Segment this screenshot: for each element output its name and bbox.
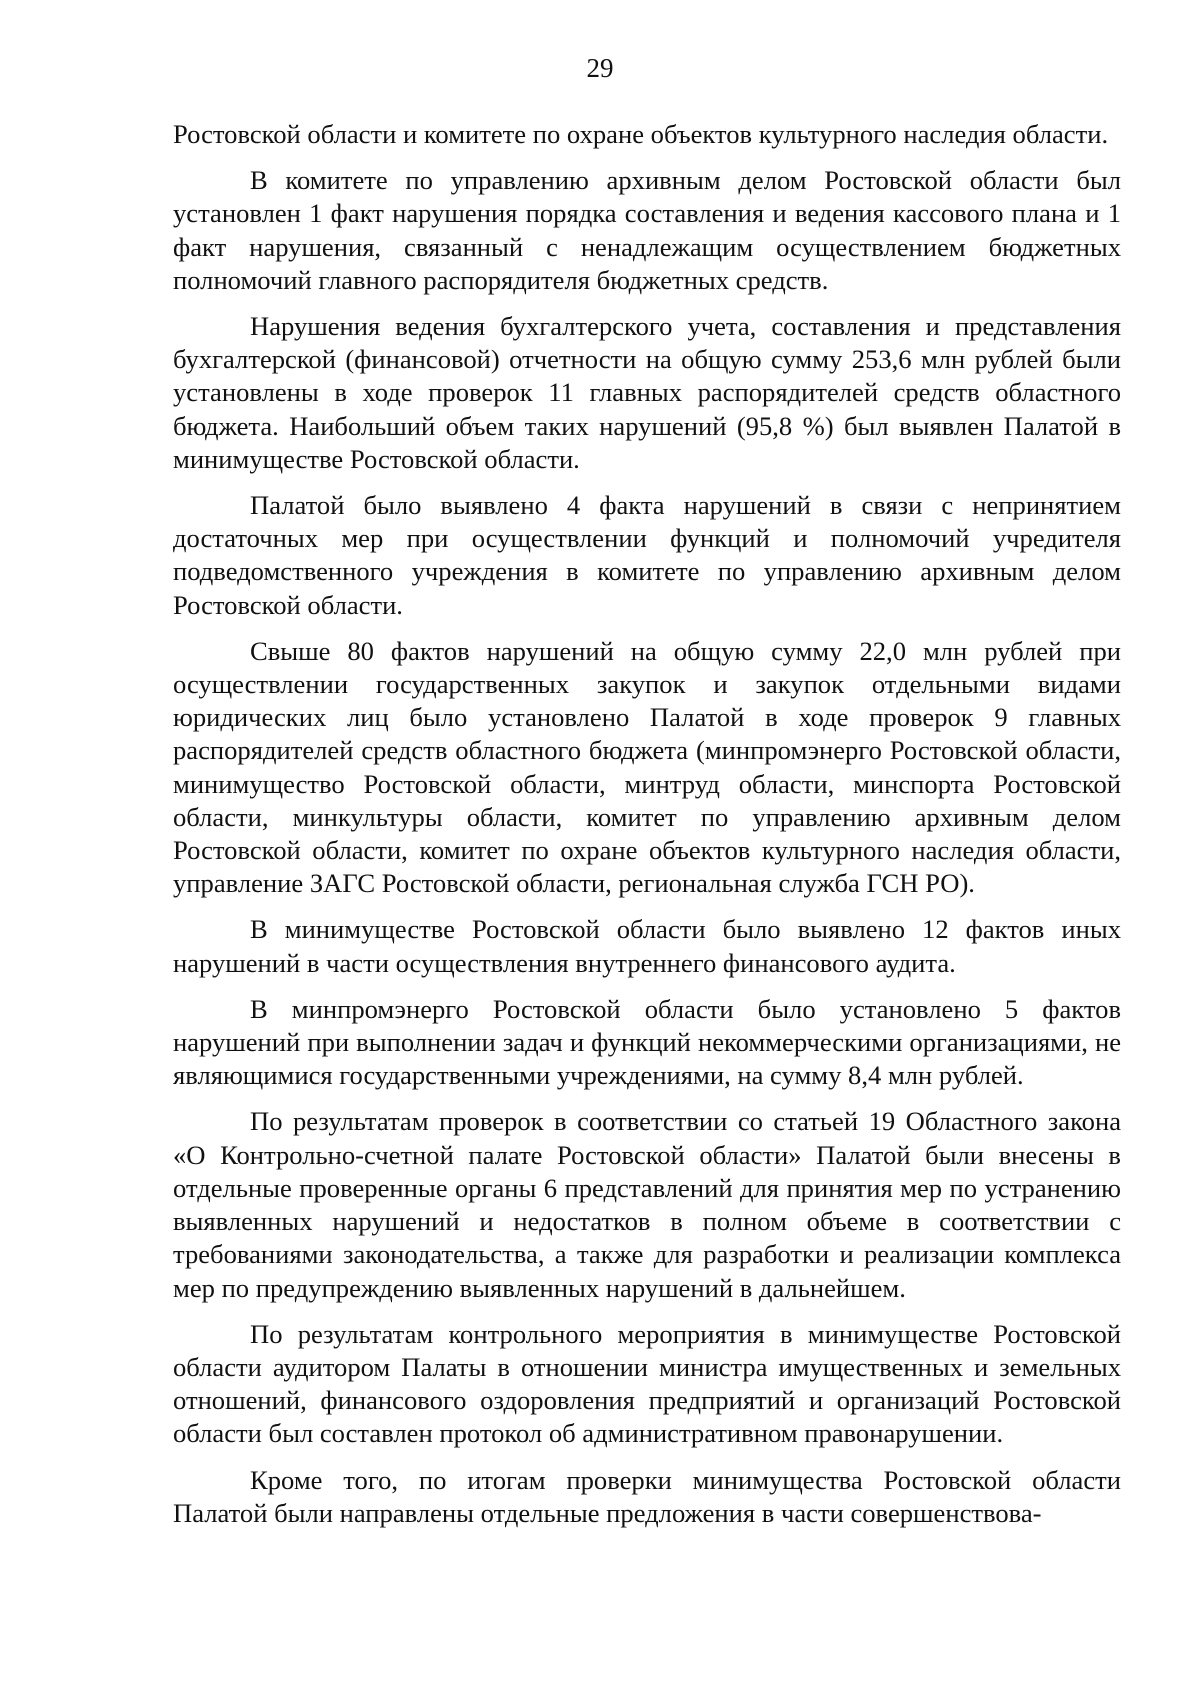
paragraph: Кроме того, по итогам проверки минимущества Ростовской области Палатой были направлены отдельные предложения в части совершенствова- xyxy=(173,1464,1121,1528)
paragraph: В минимуществе Ростовской области было выявлено 12 фактов иных нарушений в части осуществления внутреннего финансового аудита. xyxy=(173,914,1121,978)
paragraph: По результатам проверок в соответствии со статьей 19 Областного закона «О Контрольно-счетной палате Ростовской области» Палатой были внесены в отдельные проверенные органы 6 представлений для принятия мер по устранению выявленных нарушений и недостатков в полном объеме в соответствии с требованиями законодательства, а также для разработки и реализации комплекса мер по предупреждению выявленных нарушений в дальнейшем. xyxy=(173,1106,1121,1303)
document-body xyxy=(173,118,1121,1543)
paragraph: По результатам контрольного мероприятия в минимуществе Ростовской области аудитором Палаты в отношении министра имущественных и земельных отношений, финансового оздоровления предприятий и организаций Ростовской области был составлен протокол об административном правонарушении. xyxy=(173,1318,1121,1449)
page-number: 29 xyxy=(586,53,614,83)
paragraph: Свыше 80 фактов нарушений на общую сумму 22,0 млн рублей при осуществлении государственных закупок и закупок отдельными видами юридических лиц было установлено Палатой в ходе проверок 9 главных распорядителей средств областного бюджета (минпромэнерго Ростовской области, минимущество Ростовской области, минтруд области, минспорта Ростовской области, минкультуры области, комитет по управлению архивным делом Ростовской области, комитет по охране объектов культурного наследия области, управление ЗАГС Ростовской области, региональная служба ГСН РО). xyxy=(173,635,1121,899)
paragraph: В минпромэнерго Ростовской области было установлено 5 фактов нарушений при выполнении задач и функций некоммерческими организациями, не являющимися государственными учреждениями, на сумму 8,4 млн рублей. xyxy=(173,993,1121,1091)
paragraph: Ростовской области и комитете по охране объектов культурного наследия области. xyxy=(173,119,1109,149)
paragraph: Палатой было выявлено 4 факта нарушений в связи с непринятием достаточных мер при осуществлении функций и полномочий учредителя подведомственного учреждения в комитете по управлению архивным делом Ростовской области. xyxy=(173,490,1121,620)
paragraph: Нарушения ведения бухгалтерского учета, составления и представления бухгалтерской (финансовой) отчетности на общую сумму 253,6 млн рублей были установлены в ходе проверок 11 главных распорядителей средств областного бюджета. Наибольший объем таких нарушений (95,8 %) был выявлен Палатой в минимуществе Ростовской области. xyxy=(173,311,1121,474)
paragraph: В комитете по управлению архивным делом Ростовской области был установлен 1 факт нарушения порядка составления и ведения кассового плана и 1 факт нарушения, связанный с ненадлежащим осуществлением бюджетных полномочий главного распорядителя бюджетных средств. xyxy=(173,165,1121,295)
